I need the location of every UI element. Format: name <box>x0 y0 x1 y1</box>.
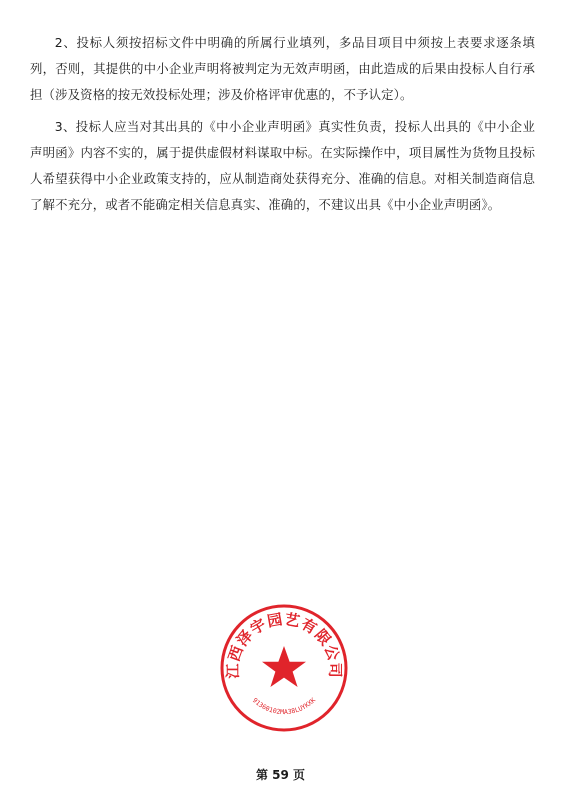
paragraph-note-2: 2、投标人须按招标文件中明确的所属行业填列，多品目项目中须按上表要求逐条填列，否则，其提供的中小企业声明将被判定为无效声明函，由此造成的后果由投标人自行承担（涉及资格的按无效投标处理；涉及价格评审优惠的，不予认定）。 <box>30 35 535 102</box>
paragraph-note-3: 3、投标人应当对其出具的《中小企业声明函》真实性负责，投标人出具的《中小企业声明函》内容不实的，属于提供虚假材料谋取中标。在实际操作中，项目属性为货物且投标人希望获得中小企业政策支持的，应从制造商处获得充分、准确的信息。对相关制造商信息了解不充分，或者不能确定相关信息真实、准确的，不建议出具《中小企业声明函》。 <box>30 119 535 212</box>
page-number: 第 59 页 <box>255 768 306 782</box>
seal-star-icon <box>262 646 306 687</box>
seal-code: 91360102MA38LUYKXK <box>250 696 318 717</box>
company-seal-stamp <box>218 602 350 734</box>
seal-company-name: 江西泽宇园艺有限公司 <box>223 610 345 679</box>
document-body <box>30 30 535 224</box>
seal-icon <box>218 602 350 734</box>
